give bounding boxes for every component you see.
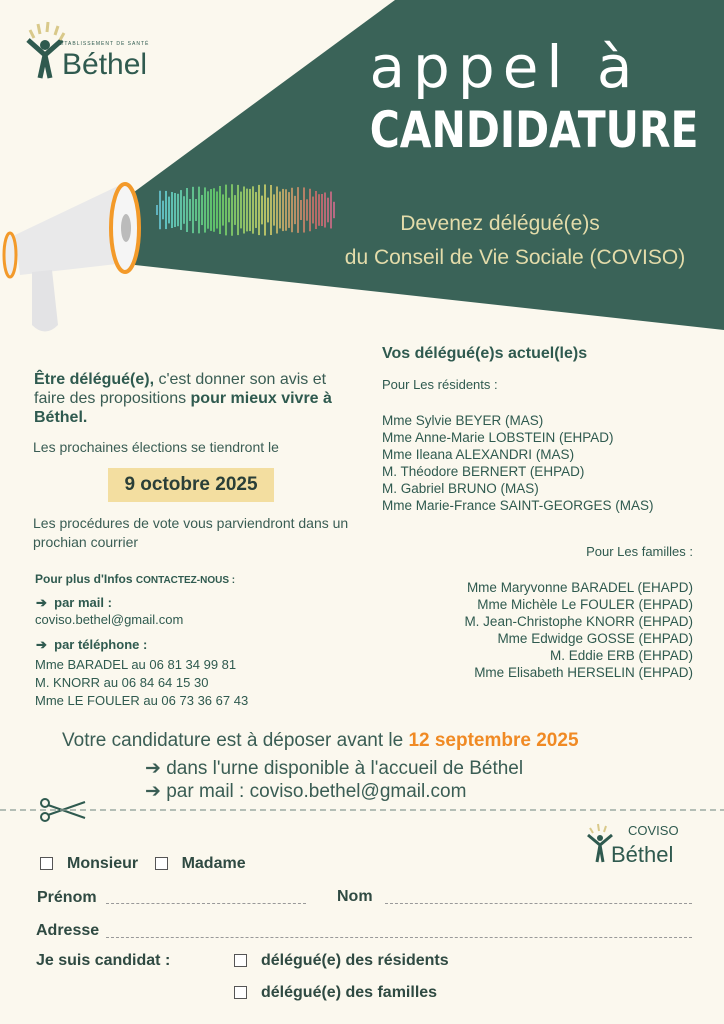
phone-item: M. KNORR au 06 84 64 15 30 xyxy=(35,675,209,690)
elections-text: Les prochaines élections se tiendront le xyxy=(33,439,279,455)
label-adresse: Adresse xyxy=(36,922,100,939)
form-logo-name: Béthel xyxy=(611,842,674,867)
list-item: M. Eddie ERB (EHPAD) xyxy=(549,648,693,663)
list-item: M. Jean-Christophe KNORR (EHPAD) xyxy=(464,614,693,629)
logo-icon xyxy=(28,22,64,78)
list-item: Mme Anne-Marie LOBSTEIN (EHPAD) xyxy=(382,430,614,445)
checkbox-monsieur[interactable] xyxy=(40,857,53,870)
phone-item: Mme BARADEL au 06 81 34 99 81 xyxy=(35,657,237,672)
deposit-mail-link[interactable]: coviso.bethel@gmail.com xyxy=(249,781,467,802)
contact-mail[interactable]: coviso.bethel@gmail.com xyxy=(35,612,184,627)
phone-list xyxy=(35,656,248,710)
delegates-title: Vos délégué(e)s actuel(le)s xyxy=(382,345,588,362)
list-item: Mme Ileana ALEXANDRI (MAS) xyxy=(382,447,575,462)
mail-label: ➔ par mail : xyxy=(36,595,112,610)
coviso-logo-icon xyxy=(588,824,612,862)
list-item: Mme Edwidge GOSSE (EHPAD) xyxy=(497,631,693,646)
label-familles: délégué(e) des familles xyxy=(261,984,438,1001)
label-madame: Madame xyxy=(181,855,246,872)
label-candidat: Je suis candidat : xyxy=(36,952,171,969)
deposit-text: Votre candidature est à déposer avant le 12 septembre 2025 xyxy=(62,730,579,751)
families-list xyxy=(464,579,693,681)
list-item: M. Gabriel BRUNO (MAS) xyxy=(382,481,539,496)
intro-text: Être délégué(e), c'est donner son avis et faire des propositions pour mieux vivre à Béthel. xyxy=(34,371,332,426)
label-nom: Nom xyxy=(337,888,373,905)
list-item: Mme Marie-France SAINT-GEORGES (MAS) xyxy=(382,498,654,513)
title-line2: CANDIDATURE xyxy=(369,101,699,159)
option-familles xyxy=(234,984,437,1002)
residents-label: Pour Les résidents : xyxy=(382,377,498,392)
deposit-mail: ➔ par mail : coviso.bethel@gmail.com xyxy=(145,781,467,802)
checkbox-familles[interactable] xyxy=(234,986,247,999)
checkbox-madame[interactable] xyxy=(155,857,168,870)
residents-list xyxy=(382,412,654,514)
nom-field[interactable] xyxy=(385,903,692,904)
label-residents: délégué(e) des résidents xyxy=(261,952,449,969)
election-date: 9 octobre 2025 xyxy=(108,468,274,502)
deposit-urne: ➔ dans l'urne disponible à l'accueil de Béthel xyxy=(145,758,524,779)
civility xyxy=(40,855,246,873)
procedures-text: Les procédures de vote vous parviendront dans un prochian courrier xyxy=(33,515,349,550)
checkbox-residents[interactable] xyxy=(234,954,247,967)
list-item: Mme Michèle Le FOULER (EHPAD) xyxy=(477,597,693,612)
prenom-field[interactable] xyxy=(106,903,306,904)
subtitle-2: du Conseil de Vie Sociale (COVISO) xyxy=(344,246,686,269)
title-line1: appel à xyxy=(369,33,641,101)
contact-title: Pour plus d'Infos CONTACTEZ-NOUS : xyxy=(35,572,236,586)
subtitle-1: Devenez délégué(e)s xyxy=(400,212,600,235)
list-item: M. Théodore BERNERT (EHPAD) xyxy=(382,464,585,479)
logo-subtitle: ÉTABLISSEMENT DE SANTÉ xyxy=(60,41,150,47)
adresse-field[interactable] xyxy=(106,937,692,938)
form-logo-top: COVISO xyxy=(628,823,679,838)
phone-item: Mme LE FOULER au 06 73 36 67 43 xyxy=(35,693,249,708)
logo-name: Béthel xyxy=(62,48,148,81)
list-item: Mme Maryvonne BARADEL (EHAPD) xyxy=(466,580,693,595)
label-prenom: Prénom xyxy=(37,889,97,906)
list-item: Mme Sylvie BEYER (MAS) xyxy=(382,413,544,428)
families-label: Pour Les familles : xyxy=(586,544,693,559)
list-item: Mme Elisabeth HERSELIN (EHPAD) xyxy=(474,665,693,680)
phone-label: ➔ par téléphone : xyxy=(36,637,148,652)
label-monsieur: Monsieur xyxy=(67,855,139,872)
option-residents xyxy=(234,952,449,970)
